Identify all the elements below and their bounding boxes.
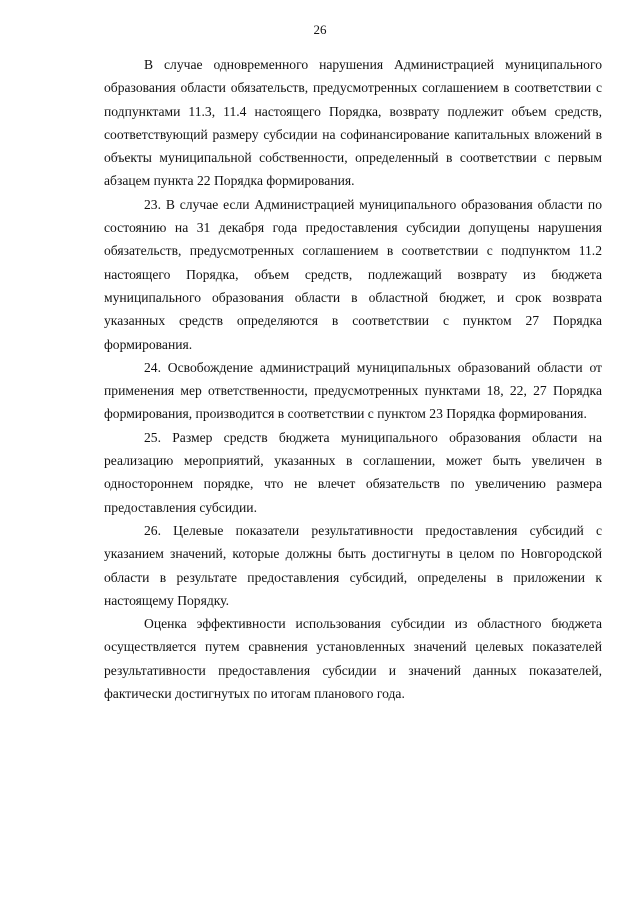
paragraph-25: 25. Размер средств бюджета муниципального образования области на реализацию мероприятий, указанных в соглашении, может быть увеличен в одностороннем порядке, что не влечет обязательств по увеличению размера предоставления субсидии. xyxy=(104,429,602,515)
paragraph-24: 24. Освобождение администраций муниципальных образований области от применения мер ответственности, предусмотренных пунктами 18, 22, 27 Порядка формирования, производится в соответствии с пунктом 23 Порядка формирования. xyxy=(104,359,602,422)
document-body xyxy=(104,53,602,705)
page-number: 26 xyxy=(313,22,327,37)
paragraph-23: 23. В случае если Администрацией муниципального образования области по состоянию на 31 декабря года предоставления субсидии допущены нарушения обязательств, предусмотренных соглашением в соответствии с подпунктом 11.2 настоящего Порядка, объем средств, подлежащий возврату из бюджета муниципального образования области в областной бюджет, и срок возврата указанных средств определяются в соответствии с пунктом 27 Порядка формирования. xyxy=(104,196,602,352)
paragraph-26-evaluation: Оценка эффективности использования субсидии из областного бюджета осуществляется путем сравнения установленных значений целевых показателей результативности предоставления субсидии и значений данных показателей, фактически достигнутых по итогам планового года. xyxy=(104,616,602,702)
paragraph-22-continuation: В случае одновременного нарушения Администрацией муниципального образования области обязательств, предусмотренных соглашением в соответствии с подпунктами 11.3, 11.4 настоящего Порядка, возврату подлежит объем средств, соответствующий размеру субсидии на софинансирование капитальных вложений в объекты муниципальной собственности, определенный в соответствии с первым абзацем пункта 22 Порядка формирования. xyxy=(104,57,602,189)
paragraph-26: 26. Целевые показатели результативности предоставления субсидий с указанием значений, которые должны быть достигнуты в целом по Новгородской области в результате предоставления субсидий, определены в приложении к настоящему Порядку. xyxy=(104,522,602,608)
